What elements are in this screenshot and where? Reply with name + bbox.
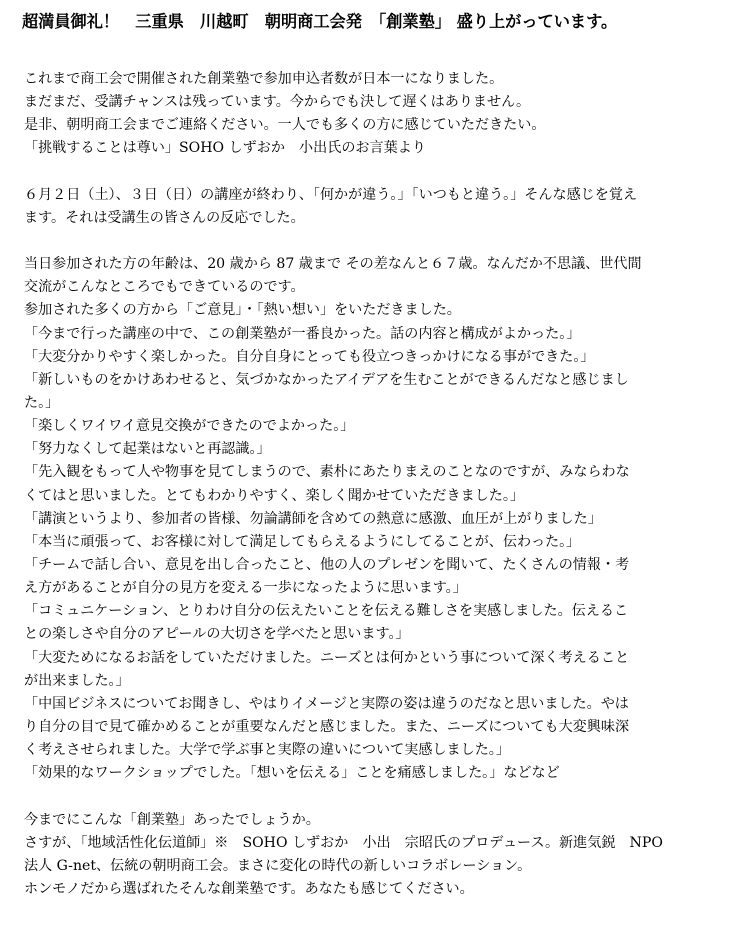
body-line: これまで商工会で開催された創業塾で参加申込者数が日本一になりました。 [24,71,504,87]
quote-line: 「大変ためになるお話をしていただけました。ニーズとは何かという事について深く考えること [24,649,630,666]
quote-line: との楽しさや自分のアピールの大切さを学べたと思います。」 [24,626,410,643]
quote-line: り自分の目で見て確かめることが重要なんだと感じました。また、ニーズについても大変興味深 [24,718,630,735]
body-line: 当日参加された方の年齢は、20 歳から 87 歳まで その差なんと６７歳。なんだか不思議、世代間 [24,256,642,273]
quote-line: 「効果的なワークショップでした。「想いを伝える」ことを痛感しました。」などなど [24,765,560,782]
quote-line: 「楽しくワイワイ意見交換ができたのでよかった。」 [24,418,355,435]
quote-line: 「本当に頑張って、お客様に対して満足してもらえるようにしてることが、伝わった。」 [24,533,581,550]
body-line: 今までにこんな「創業塾」あったでしょうか。 [24,811,320,828]
body-line: さすが、「地域活性化伝道師」※ SOHO しずおか 小出 宗昭氏のプロデュース。新進気鋭 NPO [24,834,663,851]
body-line: ホンモノだから選ばれたそんな創業塾です。あなたも感じてください。 [24,880,474,897]
quote-line: が出来ました。」 [24,672,130,689]
body-line: まだまだ、受講チャンスは残っています。今からでも決して遅くはありません。 [24,94,531,111]
quote-line: た。」 [24,394,60,411]
document-title: 超満員御礼！ 三重県 川越町 朝明商工会発 「創業塾」 盛り上がっています。 [22,12,618,31]
quote-line: 「今まで行った講座の中で、この創業塾が一番良かった。話の内容と構成がよかった。」 [24,325,581,342]
body-line: 参加された多くの方から「ご意見」・「熱い想い」をいただきました。 [24,302,461,319]
quote-line: く考えさせられました。大学で学ぶ事と実際の違いについて実感しました。」 [24,742,510,759]
body-line: 是非、朝明商工会までご連絡ください。一人でも多くの方に感じていただきたい。 [24,117,546,134]
body-line: 交流がこんなところでもできているのです。 [24,279,305,296]
quote-line: 「コミュニケーション、とりわけ自分の伝えたいことを伝える難しさを実感しました。伝えるこ [24,603,629,620]
body-line: 「挑戦することは尊い」SOHO しずおか 小出氏のお言葉より [24,140,426,157]
document-body [24,68,724,901]
quote-line: 「大変分かりやすく楽しかった。自分自身にとっても役立つきっかけになる事ができた。」 [24,348,595,365]
paragraph-gap [24,161,724,184]
quote-line: 「講演というより、参加者の皆様、勿論講師を含めての熱意に感激、血圧が上がりました」 [24,510,602,527]
quote-line: 「中国ビジネスについてお聞きし、やはりイメージと実際の姿は違うのだなと思いました。やは [24,695,629,712]
body-line: ６月２日（土）、３日（日）の講座が終わり、「何かが違う。」「いつもと違う。」そんな感じを覚え [24,186,638,203]
paragraph-gap [24,785,724,808]
body-line: 法人 G-net、伝統の朝明商工会。まさに変化の時代の新しいコラボレーション。 [24,857,532,874]
paragraph-gap [24,230,724,253]
quote-line: 「チームで話し合い、意見を出し合ったこと、他の人のプレゼンを聞いて、たくさんの情報・考 [24,556,630,573]
quote-line: 「努力なくして起業はないと再認識。」 [24,441,271,458]
quote-line: え方があることが自分の見方を変える一歩になったように思います。」 [24,580,467,597]
body-line: ます。それは受講生の皆さんの反応でした。 [24,209,305,226]
quote-line: 「先入観をもって人や物事を見てしまうので、素朴にあたりまえのことなのですが、みならわな [24,464,630,481]
quote-line: くてはと思いました。とてもわかりやすく、楽しく聞かせていただきました。」 [24,487,525,504]
quote-line: 「新しいものをかけあわせると、気づかなかったアイデアを生むことができるんだなと感じまし [24,371,629,388]
